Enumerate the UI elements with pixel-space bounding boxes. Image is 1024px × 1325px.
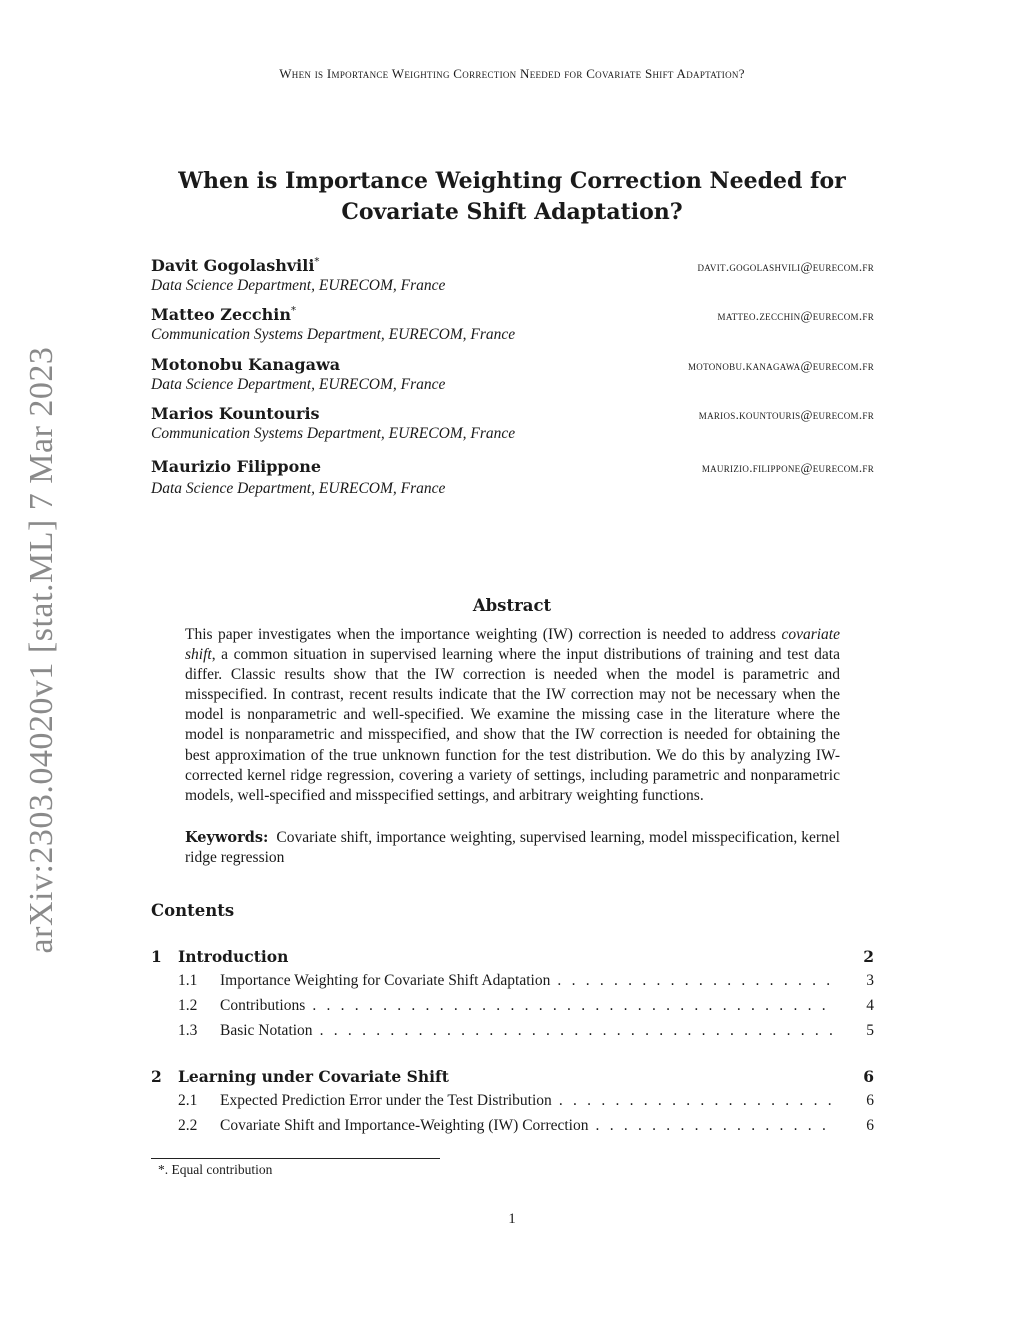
toc-subsection[interactable]: 2.1 Expected Prediction Error under the Test Distribution . . . 6 [178, 1092, 874, 1114]
author-affiliation: Communication Systems Department, EURECOM, France [151, 326, 516, 343]
toc-section[interactable]: 1 Introduction 2 [151, 947, 874, 966]
page-number: 1 [508, 1211, 516, 1227]
arxiv-side-stamp: arXiv:2303.04020v1 [stat.ML] 7 Mar 2023 [23, 346, 60, 954]
author-email[interactable]: davit.gogolashvili@eurecom.fr [697, 259, 874, 274]
title-line-2: Covariate Shift Adaptation? [341, 199, 683, 225]
toc-subsection[interactable]: 2.2 Covariate Shift and Importance-Weighting (IW) Correction . . . 6 [178, 1117, 874, 1139]
running-head: When is Importance Weighting Correction Needed for Covariate Shift Adaptation? [279, 66, 745, 81]
author-affiliation: Data Science Department, EURECOM, France [151, 480, 446, 497]
abstract-heading: Abstract [472, 596, 552, 615]
toc-subsection[interactable]: 1.3 Basic Notation . . . 5 [178, 1022, 874, 1044]
author-name: Marios Kountouris [151, 404, 320, 423]
contents-heading: Contents [151, 901, 235, 920]
author-affiliation: Data Science Department, EURECOM, France [151, 277, 446, 294]
paper-title [150, 166, 874, 228]
author-name: Motonobu Kanagawa [151, 355, 341, 374]
author-email[interactable]: maurizio.filippone@eurecom.fr [701, 460, 874, 475]
author-email[interactable]: matteo.zecchin@eurecom.fr [717, 308, 874, 323]
author-name: Matteo Zecchin* [151, 305, 296, 324]
author-name: Maurizio Filippone [151, 457, 322, 476]
toc-subsection[interactable]: 1.1 Importance Weighting for Covariate Shift Adaptation . . . 3 [178, 972, 874, 994]
abstract-text: This paper investigates when the importance weighting (IW) correction is needed to address covariate shift, a common situation in supervised learning where the input distributions of training and test data differ. Classic results show that the IW correction is needed when the model is parametric and misspecified. In contrast, recent results indicate that the IW correction may not be necessary when the model is nonparametric and well-specified. We examine the missing case in the literature where the model is nonparametric and misspecified, and show that the IW correction is needed for obtaining the best approximation of the true unknown function for the test distribution. We do this by analyzing IW-corrected kernel ridge regression, covering a variety of settings, including parametric and nonparametric models, well-specified and misspecified settings, and arbitrary weighting functions. [185, 626, 840, 804]
author-affiliation: Data Science Department, EURECOM, France [151, 376, 446, 393]
author-email[interactable]: motonobu.kanagawa@eurecom.fr [688, 358, 874, 373]
toc-section[interactable]: 2 Learning under Covariate Shift 6 [151, 1067, 874, 1086]
keywords [185, 828, 840, 868]
footnote: *. Equal contribution [158, 1162, 273, 1177]
title-line-1: When is Importance Weighting Correction Needed for [178, 168, 846, 194]
author-affiliation: Communication Systems Department, EURECOM, France [151, 425, 516, 442]
abstract-emphasis: covariate shift [185, 626, 840, 664]
keywords-label: Keywords: [185, 829, 269, 846]
footnote-rule [151, 1158, 440, 1159]
author-email[interactable]: marios.kountouris@eurecom.fr [698, 407, 874, 422]
keywords-text: Covariate shift, importance weighting, supervised learning, model misspecification, kernel ridge regression [185, 829, 840, 867]
toc-subsection[interactable]: 1.2 Contributions . . . 4 [178, 997, 874, 1019]
author-name: Davit Gogolashvili* [151, 256, 320, 275]
